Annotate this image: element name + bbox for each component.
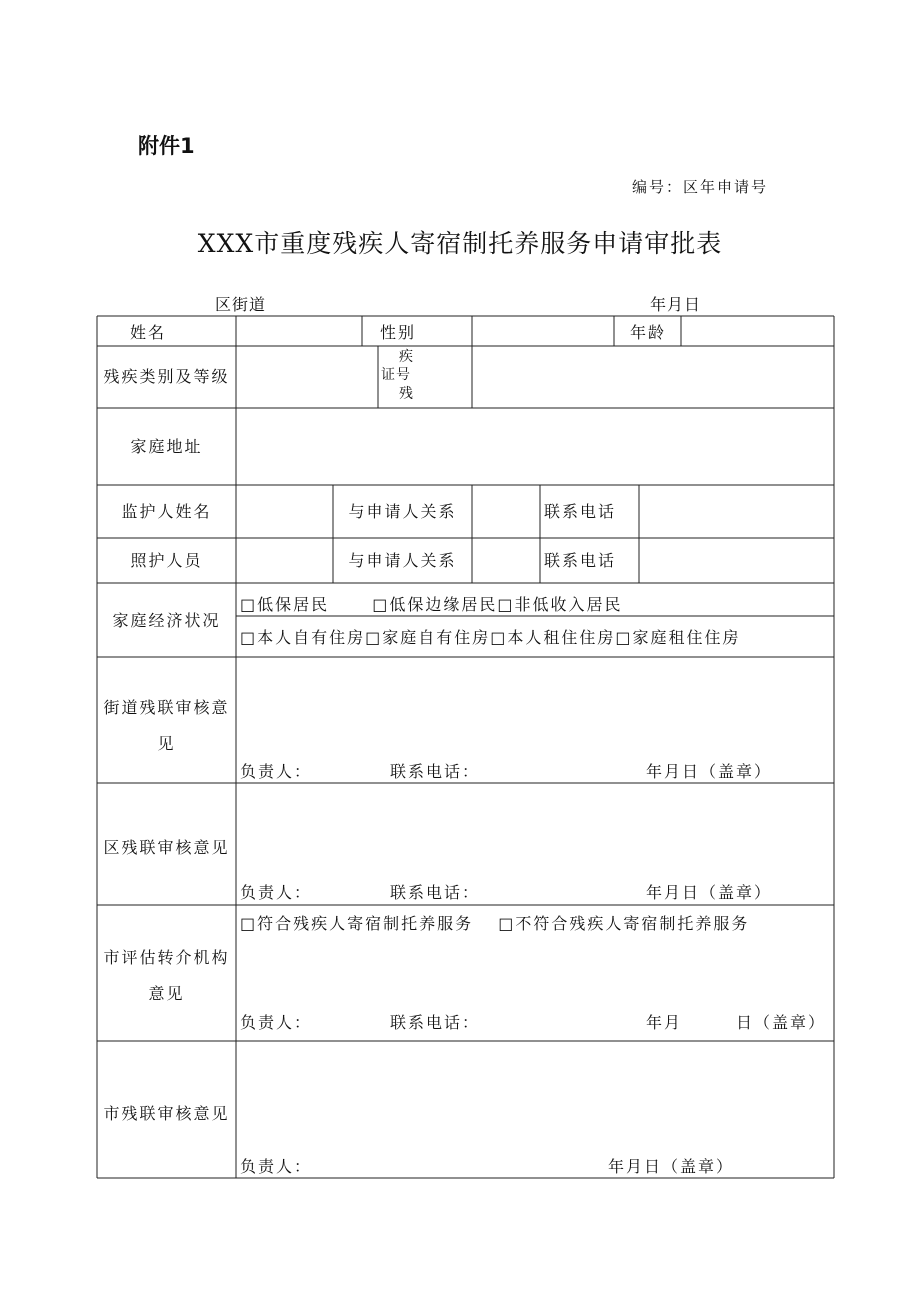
disability-cert-field[interactable] — [473, 347, 833, 407]
district-responsible-label: 负责人： — [240, 883, 313, 902]
address-field[interactable] — [237, 409, 833, 484]
caregiver-name-field[interactable] — [237, 539, 332, 582]
income-options[interactable]: □低保居民 □低保边缘居民□非低收入居民 — [240, 595, 623, 614]
eval-options[interactable]: □符合残疾人寄宿制托养服务 □不符合残疾人寄宿制托养服务 — [240, 914, 750, 933]
housing-options[interactable]: □本人自有住房□家庭自有住房□本人租住住房□家庭租住住房 — [240, 628, 741, 647]
caregiver-relation-field[interactable] — [473, 539, 539, 582]
name-label: 姓名 — [130, 323, 167, 342]
gender-label: 性别 — [380, 323, 417, 342]
district-phone-label: 联系电话： — [390, 883, 481, 902]
eval-phone-label: 联系电话： — [390, 1013, 481, 1032]
eval-date-seal: 年月 日（盖章） — [646, 1013, 827, 1032]
guardian-relation-label: 与申请人关系 — [348, 502, 457, 521]
form-date-label: 年月日 — [650, 295, 702, 314]
gender-field[interactable] — [473, 317, 613, 345]
guardian-phone-label: 联系电话 — [544, 502, 617, 521]
address-label: 家庭地址 — [130, 437, 203, 456]
attachment-label: 附件1 — [138, 134, 195, 158]
page-title: XXX市重度残疾人寄宿制托养服务申请审批表 — [197, 229, 723, 258]
street-date-seal: 年月日（盖章） — [646, 762, 773, 781]
district-review-label: 区残联审核意见 — [103, 838, 230, 857]
street-review-label: 街道残联审核意见 — [103, 698, 230, 753]
age-label: 年龄 — [630, 323, 667, 342]
disability-category-label: 残疾类别及等级 — [103, 367, 230, 386]
guardian-name-label: 监护人姓名 — [121, 502, 212, 521]
serial-number: 编号：区年申请号 — [632, 178, 769, 196]
city-responsible-label: 负责人： — [240, 1157, 313, 1176]
age-field[interactable] — [682, 317, 833, 345]
cert-label-part2: 证号 — [381, 367, 411, 383]
street-responsible-label: 负责人： — [240, 762, 313, 781]
district-date-seal: 年月日（盖章） — [646, 883, 773, 902]
cert-label-part1: 疾 — [399, 349, 414, 365]
eval-agency-label: 市评估转介机构意见 — [103, 948, 230, 1003]
city-review-label: 市残联审核意见 — [103, 1104, 230, 1123]
economic-status-label: 家庭经济状况 — [112, 611, 221, 630]
guardian-name-field[interactable] — [237, 486, 332, 537]
district-street-label: 区街道 — [215, 295, 267, 314]
guardian-relation-field[interactable] — [473, 486, 539, 537]
caregiver-label: 照护人员 — [130, 551, 203, 570]
disability-category-field[interactable] — [237, 347, 377, 407]
caregiver-relation-label: 与申请人关系 — [348, 551, 457, 570]
eval-responsible-label: 负责人： — [240, 1013, 313, 1032]
street-phone-label: 联系电话： — [390, 762, 481, 781]
caregiver-phone-field[interactable] — [640, 539, 833, 582]
cert-label-part3: 残 — [399, 386, 414, 402]
name-field[interactable] — [237, 317, 361, 345]
guardian-phone-field[interactable] — [640, 486, 833, 537]
caregiver-phone-label: 联系电话 — [544, 551, 617, 570]
city-date-seal: 年月日（盖章） — [608, 1157, 735, 1176]
